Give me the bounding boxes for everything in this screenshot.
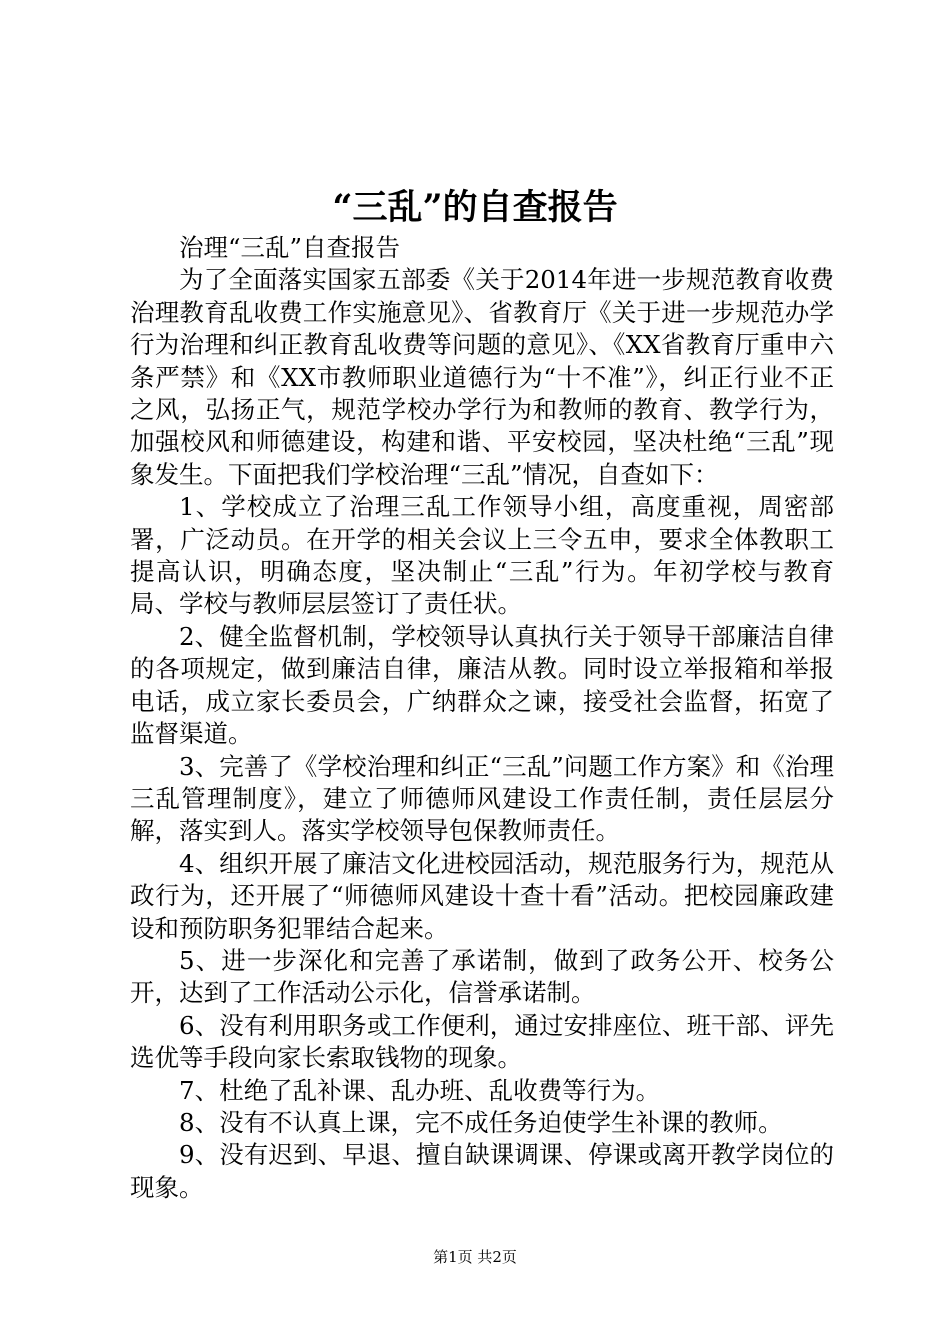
document-body — [130, 232, 834, 1204]
item-paragraph-1: 1、学校成立了治理三乱工作领导小组，高度重视，周密部署，广泛动员。在开学的相关会议上三令五申，要求全体教职工提高认识，明确态度，坚决制止“三乱”行为。年初学校与教育局、学校与教师层层签订了责任状。 — [130, 492, 834, 619]
item-paragraph-3: 3、完善了《学校治理和纠正“三乱”问题工作方案》和《治理三乱管理制度》，建立了师德师风建设工作责任制，责任层层分解，落实到人。落实学校领导包保教师责任。 — [130, 751, 834, 846]
subtitle-paragraph: 治理“三乱”自查报告 — [179, 233, 401, 262]
page-footer: 第1页 共2页 — [433, 1248, 517, 1266]
item-paragraph-2: 2、健全监督机制，学校领导认真执行关于领导干部廉洁自律的各项规定，做到廉洁自律，廉洁从教。同时设立举报箱和举报电话，成立家长委员会，广纳群众之谏，接受社会监督，拓宽了监督渠道。 — [130, 621, 834, 749]
item-paragraph-4: 4、组织开展了廉洁文化进校园活动，规范服务行为，规范从政行为，还开展了“师德师风建设十查十看”活动。把校园廉政建设和预防职务犯罪结合起来。 — [130, 848, 834, 943]
item-paragraph-5: 5、进一步深化和完善了承诺制，做到了政务公开、校务公开，达到了工作活动公示化，信誉承诺制。 — [130, 945, 834, 1008]
intro-paragraph: 为了全面落实国家五部委《关于2014年进一步规范教育收费治理教育乱收费工作实施意见》、省教育厅《关于进一步规范办学行为治理和纠正教育乱收费等问题的意见》、《XX省教育厅重申六条严禁》和《XX市教师职业道德行为“十不准”》，纠正行业不正之风，弘扬正气，规范学校办学行为和教师的教育、教学行为，加强校风和师德建设，构建和谐、平安校园，坚决杜绝“三乱”现象发生。下面把我们学校治理“三乱”情况，自查如下： — [130, 265, 834, 489]
item-paragraph-8: 8、没有不认真上课，完不成任务迫使学生补课的教师。 — [179, 1107, 783, 1137]
item-paragraph-9: 9、没有迟到、早退、擅自缺课调课、停课或离开教学岗位的现象。 — [130, 1140, 834, 1202]
item-paragraph-7: 7、杜绝了乱补课、乱办班、乱收费等行为。 — [179, 1075, 661, 1105]
item-paragraph-6: 6、没有利用职务或工作便利，通过安排座位、班干部、评先选优等手段向家长索取钱物的现象。 — [130, 1010, 834, 1073]
document-title: “三乱”的自查报告 — [332, 187, 618, 228]
